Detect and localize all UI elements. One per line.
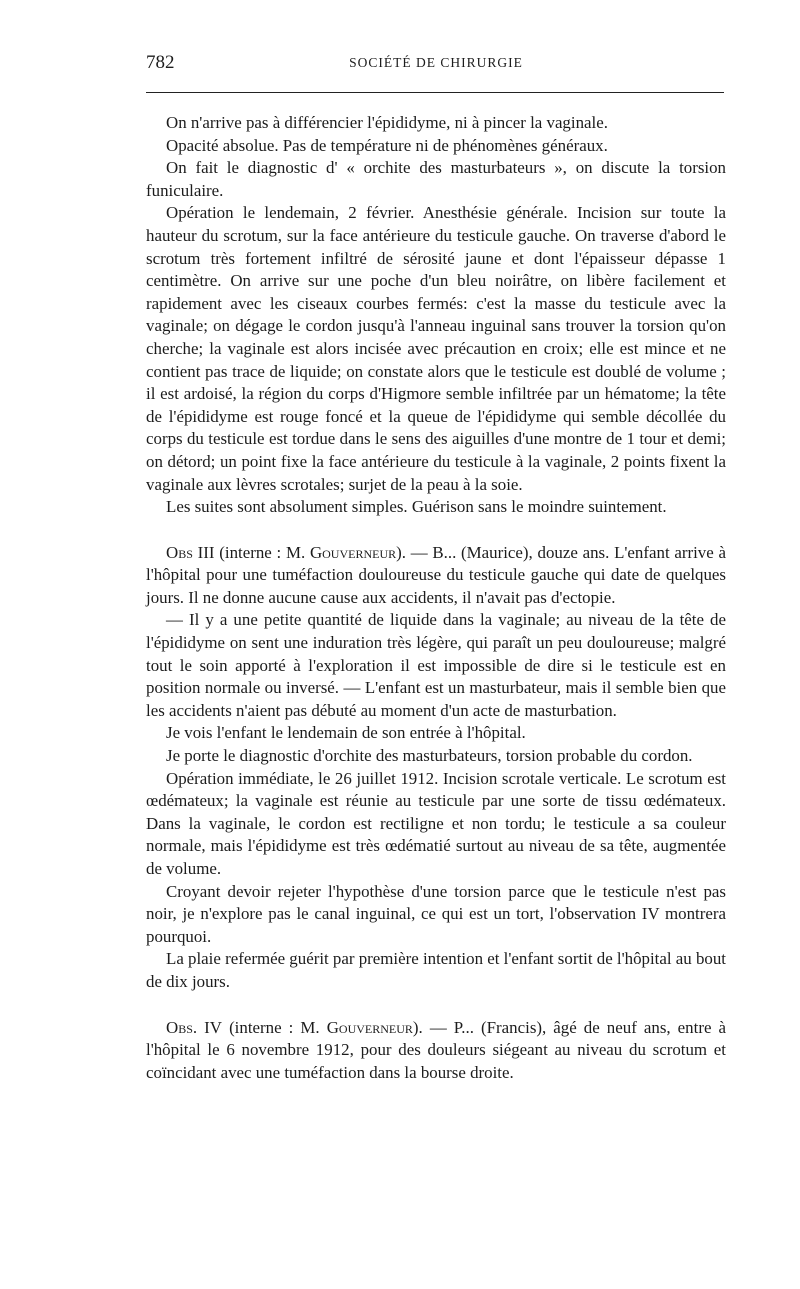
paragraph: La plaie refermée guérit par première intention et l'enfant sortit de l'hôpital au bout de dix jours.: [146, 949, 726, 991]
observation-3-heading-paragraph: [146, 542, 726, 610]
paragraph: Opacité absolue. Pas de température ni de phénomènes généraux.: [166, 135, 608, 155]
running-title: SOCIÉTÉ DE CHIRURGIE: [349, 55, 523, 70]
paragraph: Je porte le diagnostic d'orchite des masturbateurs, torsion probable du cordon.: [166, 746, 693, 766]
paragraph: On n'arrive pas à différencier l'épididyme, ni à pincer la vaginale.: [166, 113, 608, 132]
observation-4-heading-paragraph: [146, 1017, 726, 1085]
header-rule: [146, 92, 724, 93]
observation-text: ). — B... (Maurice), douze ans. L'enfant arrive à l'hôpital pour une tuméfaction douloureuse du testicule gauche qui date de quelques jours. Il ne donne aucune cause aux accidents, il n'avait pas d'ectopie.: [146, 542, 726, 607]
interne-name: Gouverneur: [309, 542, 397, 562]
paragraph: Croyant devoir rejeter l'hypothèse d'une torsion parce que le testicule n'est pas noir, je n'explore pas le canal inguinal, ce qui est un tort, l'observation IV montrera pourquoi.: [146, 881, 726, 946]
paragraph: — Il y a une petite quantité de liquide dans la vaginale; au niveau de la tête de l'épididyme on sent une induration très légère, qui paraît un peu douloureuse; malgré tout le soin apporté à l'exploration il est impossible de dire si le testicule est en position normale ou inversé. — L'enfant est un masturbateur, mais il semble bien que les accidents n'aient pas débuté au moment d'un acte de masturbation.: [146, 610, 726, 720]
paragraph: Les suites sont absolument simples. Guérison sans le moindre suintement.: [166, 497, 667, 517]
paragraph: Opération le lendemain, 2 février. Anesthésie générale. Incision sur toute la hauteur du scrotum, sur la face antérieure du testicule gauche. On traverse d'abord le scrotum très fortement infiltré de sérosité jaune et dont l'épaisseur dépasse 1 centimètre. On arrive sur une poche d'un bleu noirâtre, on libère facilement et rapidement avec les ciseaux courbes fermés: c'est la masse du testicule avec la vaginale; on dégage le cordon jusqu'à l'anneau inguinal sans trouver la torsion qu'on cherche; la vaginale est alors incisée avec précaution en croix; elle est mince et ne contient pas trace de liquide; on constate alors que le testicule est doublé de volume ; il est ardoisé, la région du corps d'Higmore semble infiltrée par un hématome; la tête de l'épididyme est rouge foncé et la queue de l'épididyme qui semble décollée du corps du testicule est tordue dans le sens des aiguilles d'une montre de 1 tour et demi; on détord; un point fixe la face antérieure du testicule à la vaginale, 2 points fixent la vaginale aux lèvres scrotales; surjet de la peau à la soie.: [146, 203, 726, 494]
page-header: [146, 52, 726, 78]
paragraph: Opération immédiate, le 26 juillet 1912. Incision scrotale verticale. Le scrotum est œdémateux; la vaginale est réunie au testicule par une sorte de tissu œdémateux. Dans la vaginale, le cordon est rectiligne et non tordu; le testicule a sa couleur normale, mais l'épididyme est très œdématié surtout au niveau de sa tête, augmentée de volume.: [146, 768, 726, 878]
page-number: 782: [146, 52, 175, 73]
paragraph: On fait le diagnostic d' « orchite des masturbateurs », on discute la torsion funiculaire.: [146, 158, 726, 200]
paragraph: Je vois l'enfant le lendemain de son entrée à l'hôpital.: [166, 723, 526, 743]
book-page: [146, 52, 726, 1082]
body-text: [146, 112, 726, 1084]
interne-prefix: (interne : M.: [219, 542, 310, 562]
observation-text: ). — P... (Francis), âgé de neuf ans, entre à l'hôpital le 6 novembre 1912, pour des douleurs siégeant au niveau du scrotum et coïncidant avec une tuméfaction dans la bourse droite.: [146, 1017, 726, 1082]
interne-prefix: (interne : M.: [229, 1017, 327, 1037]
observation-label: Obs. IV: [166, 1017, 222, 1037]
observation-label: Obs III: [166, 542, 215, 562]
interne-name: Gouverneur: [326, 1017, 413, 1037]
